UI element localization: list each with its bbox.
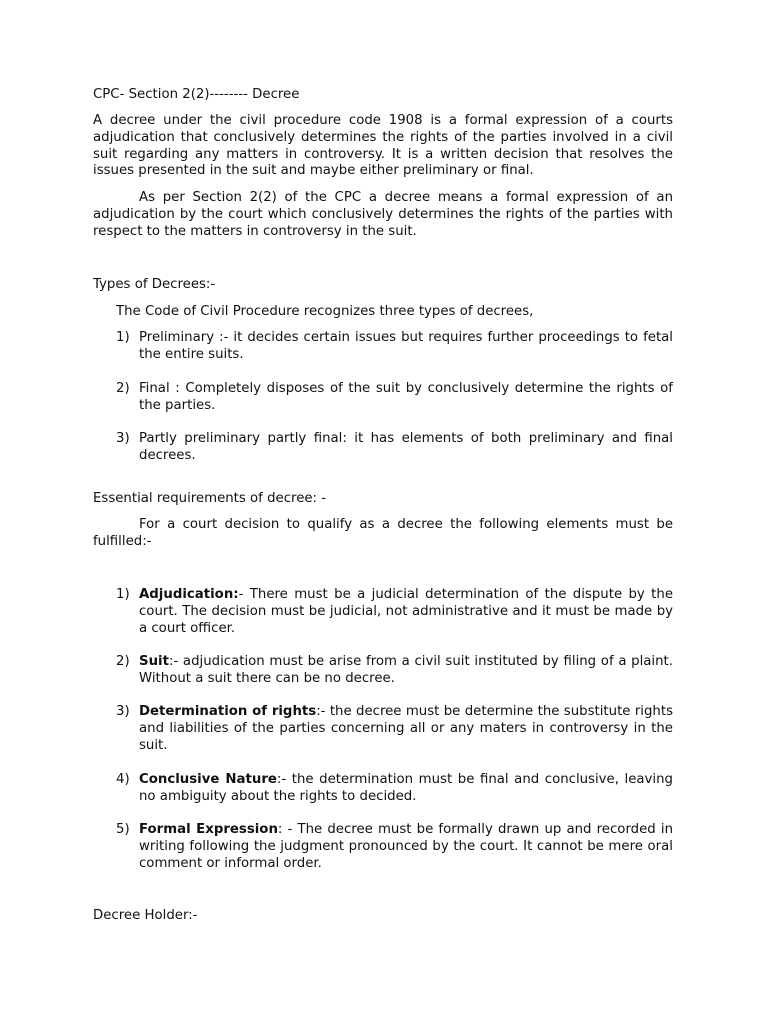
list-item bbox=[116, 431, 673, 465]
list-item bbox=[116, 772, 673, 806]
types-heading: Types of Decrees:- bbox=[93, 277, 216, 292]
list-number: 5) bbox=[116, 822, 130, 837]
list-item bbox=[116, 587, 673, 637]
document-title: CPC- Section 2(2)-------- Decree bbox=[93, 87, 300, 102]
decree-holder-heading: Decree Holder:- bbox=[93, 908, 198, 923]
requirements-heading: Essential requirements of decree: - bbox=[93, 491, 327, 506]
definition-paragraph: A decree under the civil procedure code 1908 is a formal expression of a courts adjudication that conclusively determines the rights of the parties involved in a civil suit regarding any matters in controversy. It is a written decision that resolves the issues presented in the suit and maybe either preliminary or final. bbox=[93, 113, 673, 179]
list-number: 3) bbox=[116, 431, 130, 446]
requirements-intro: For a court decision to qualify as a decree the following elements must be fulfilled:- bbox=[93, 517, 673, 549]
requirement-text: :- the decree must be determine the substitute rights and liabilities of the parties concerning all or any maters in controversy in the suit. bbox=[139, 704, 673, 753]
list-number: 3) bbox=[116, 704, 130, 719]
requirement-text: - There must be a judicial determination of the dispute by the court. The decision must be judicial, not administrative and it must be made by a court officer. bbox=[139, 587, 673, 636]
list-number: 2) bbox=[116, 381, 130, 396]
requirement-text: :- adjudication must be arise from a civil suit instituted by filing of a plaint. Without a suit there can be no decree. bbox=[139, 654, 673, 686]
list-text: Partly preliminary partly final: it has elements of both preliminary and final decrees. bbox=[139, 431, 673, 463]
section-paragraph: As per Section 2(2) of the CPC a decree means a formal expression of an adjudication by the court which conclusively determines the rights of the parties with respect to the matters in controversy in the suit. bbox=[93, 190, 673, 239]
requirement-text: :- the determination must be final and conclusive, leaving no ambiguity about the rights to decided. bbox=[139, 772, 673, 804]
requirement-term: Adjudication: bbox=[139, 587, 239, 602]
list-text: Preliminary :- it decides certain issues but requires further proceedings to fetal the entire suits. bbox=[139, 330, 673, 362]
types-intro: The Code of Civil Procedure recognizes three types of decrees, bbox=[116, 304, 534, 319]
requirement-term: Formal Expression bbox=[139, 822, 278, 837]
list-number: 4) bbox=[116, 772, 130, 787]
requirement-term: Suit bbox=[139, 654, 169, 669]
requirement-term: Conclusive Nature bbox=[139, 772, 277, 787]
list-number: 1) bbox=[116, 587, 130, 602]
list-text: Final : Completely disposes of the suit by conclusively determine the rights of the parties. bbox=[139, 381, 673, 413]
list-item bbox=[116, 654, 673, 688]
requirement-term: Determination of rights bbox=[139, 704, 317, 719]
requirement-text: : - The decree must be formally drawn up and recorded in writing following the judgment pronounced by the court. It cannot be mere oral comment or informal order. bbox=[139, 822, 673, 871]
list-item bbox=[116, 822, 673, 872]
list-item bbox=[116, 381, 673, 415]
list-item bbox=[116, 330, 673, 364]
list-number: 1) bbox=[116, 330, 130, 345]
list-number: 2) bbox=[116, 654, 130, 669]
list-item bbox=[116, 704, 673, 754]
